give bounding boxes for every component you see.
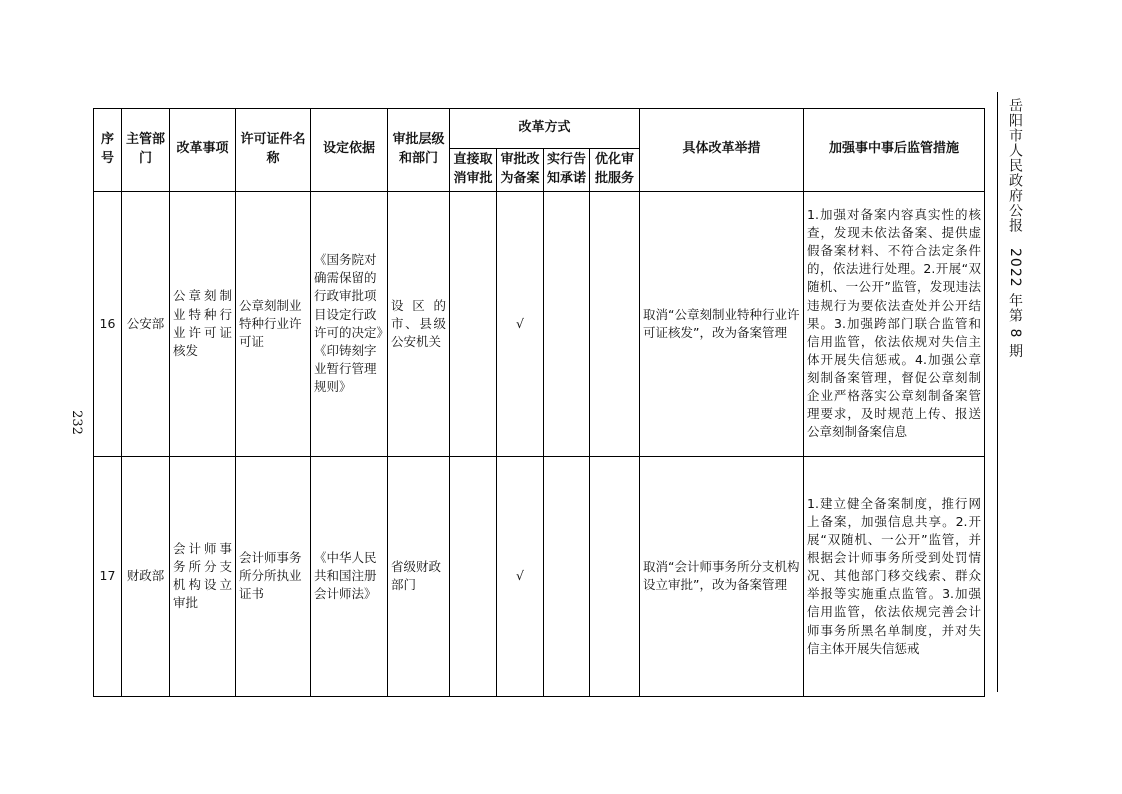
header-row-1 [94,109,985,149]
row-mode-optimize [590,456,640,696]
row-mode-optimize [590,191,640,456]
header-seq: 序号 [94,109,122,192]
row-mode-cancel [450,191,497,456]
row-license: 会计师事务所分所执业证书 [236,456,311,696]
gazette-running-header: 岳阳市人民政府公报 2022 年第 8 期 [1007,98,1023,359]
row-item: 公章刻制业特种行业许可证核发 [170,191,236,456]
reform-table [93,108,985,697]
header-basis: 设定依据 [311,109,388,192]
header-mode-optimize: 优化审批服务 [590,149,640,192]
row-level: 设区的市、县级公安机关 [388,191,450,456]
header-mode-commit: 实行告知承诺 [544,149,590,192]
row-dept: 公安部 [122,191,170,456]
row-seq: 16 [94,191,122,456]
row-basis: 《中华人民共和国注册会计师法》 [311,456,388,696]
header-mode-filing: 审批改为备案 [497,149,544,192]
header-reform-mode: 改革方式 [450,109,640,149]
row-measures: 取消“会计师事务所分支机构设立审批”，改为备案管理 [640,456,804,696]
header-level: 审批层级和部门 [388,109,450,192]
row-mode-commit [544,456,590,696]
side-divider [997,92,998,692]
row-item: 会计师事务所分支机构设立审批 [170,456,236,696]
table-row [94,191,985,456]
row-level: 省级财政部门 [388,456,450,696]
header-measures: 具体改革举措 [640,109,804,192]
page-number: 232 [68,410,84,435]
header-license: 许可证件名称 [236,109,311,192]
header-mode-cancel: 直接取消审批 [450,149,497,192]
row-license: 公章刻制业特种行业许可证 [236,191,311,456]
header-dept: 主管部门 [122,109,170,192]
row-basis: 《国务院对确需保留的行政审批项目设定行政许可的决定》《印铸刻字业暂行管理规则》 [311,191,388,456]
row-supervision: 1.加强对备案内容真实性的核查，发现未依法备案、提供虚假备案材料、不符合法定条件的，依法进行处理。2.开展“双随机、一公开”监管，发现违法违规行为要依法查处并公开结果。3.加强跨部门联合监管和信用监管，依法依规对失信主体开展失信惩戒。4.加强公章刻制备案管理，督促公章刻制企业严格落实公章刻制备案管理要求，及时规范上传、报送公章刻制备案信息 [804,191,985,456]
row-mode-filing: √ [497,456,544,696]
row-dept: 财政部 [122,456,170,696]
row-measures: 取消“公章刻制业特种行业许可证核发”，改为备案管理 [640,191,804,456]
row-seq: 17 [94,456,122,696]
header-supervision: 加强事中事后监管措施 [804,109,985,192]
row-mode-filing: √ [497,191,544,456]
table-row [94,456,985,696]
header-item: 改革事项 [170,109,236,192]
row-mode-cancel [450,456,497,696]
row-mode-commit [544,191,590,456]
row-supervision: 1.建立健全备案制度，推行网上备案，加强信息共享。2.开展“双随机、一公开”监管，并根据会计师事务所受到处罚情况、其他部门移交线索、群众举报等实施重点监管。3.加强信用监管，依法依规完善会计师事务所黑名单制度，并对失信主体开展失信惩戒 [804,456,985,696]
